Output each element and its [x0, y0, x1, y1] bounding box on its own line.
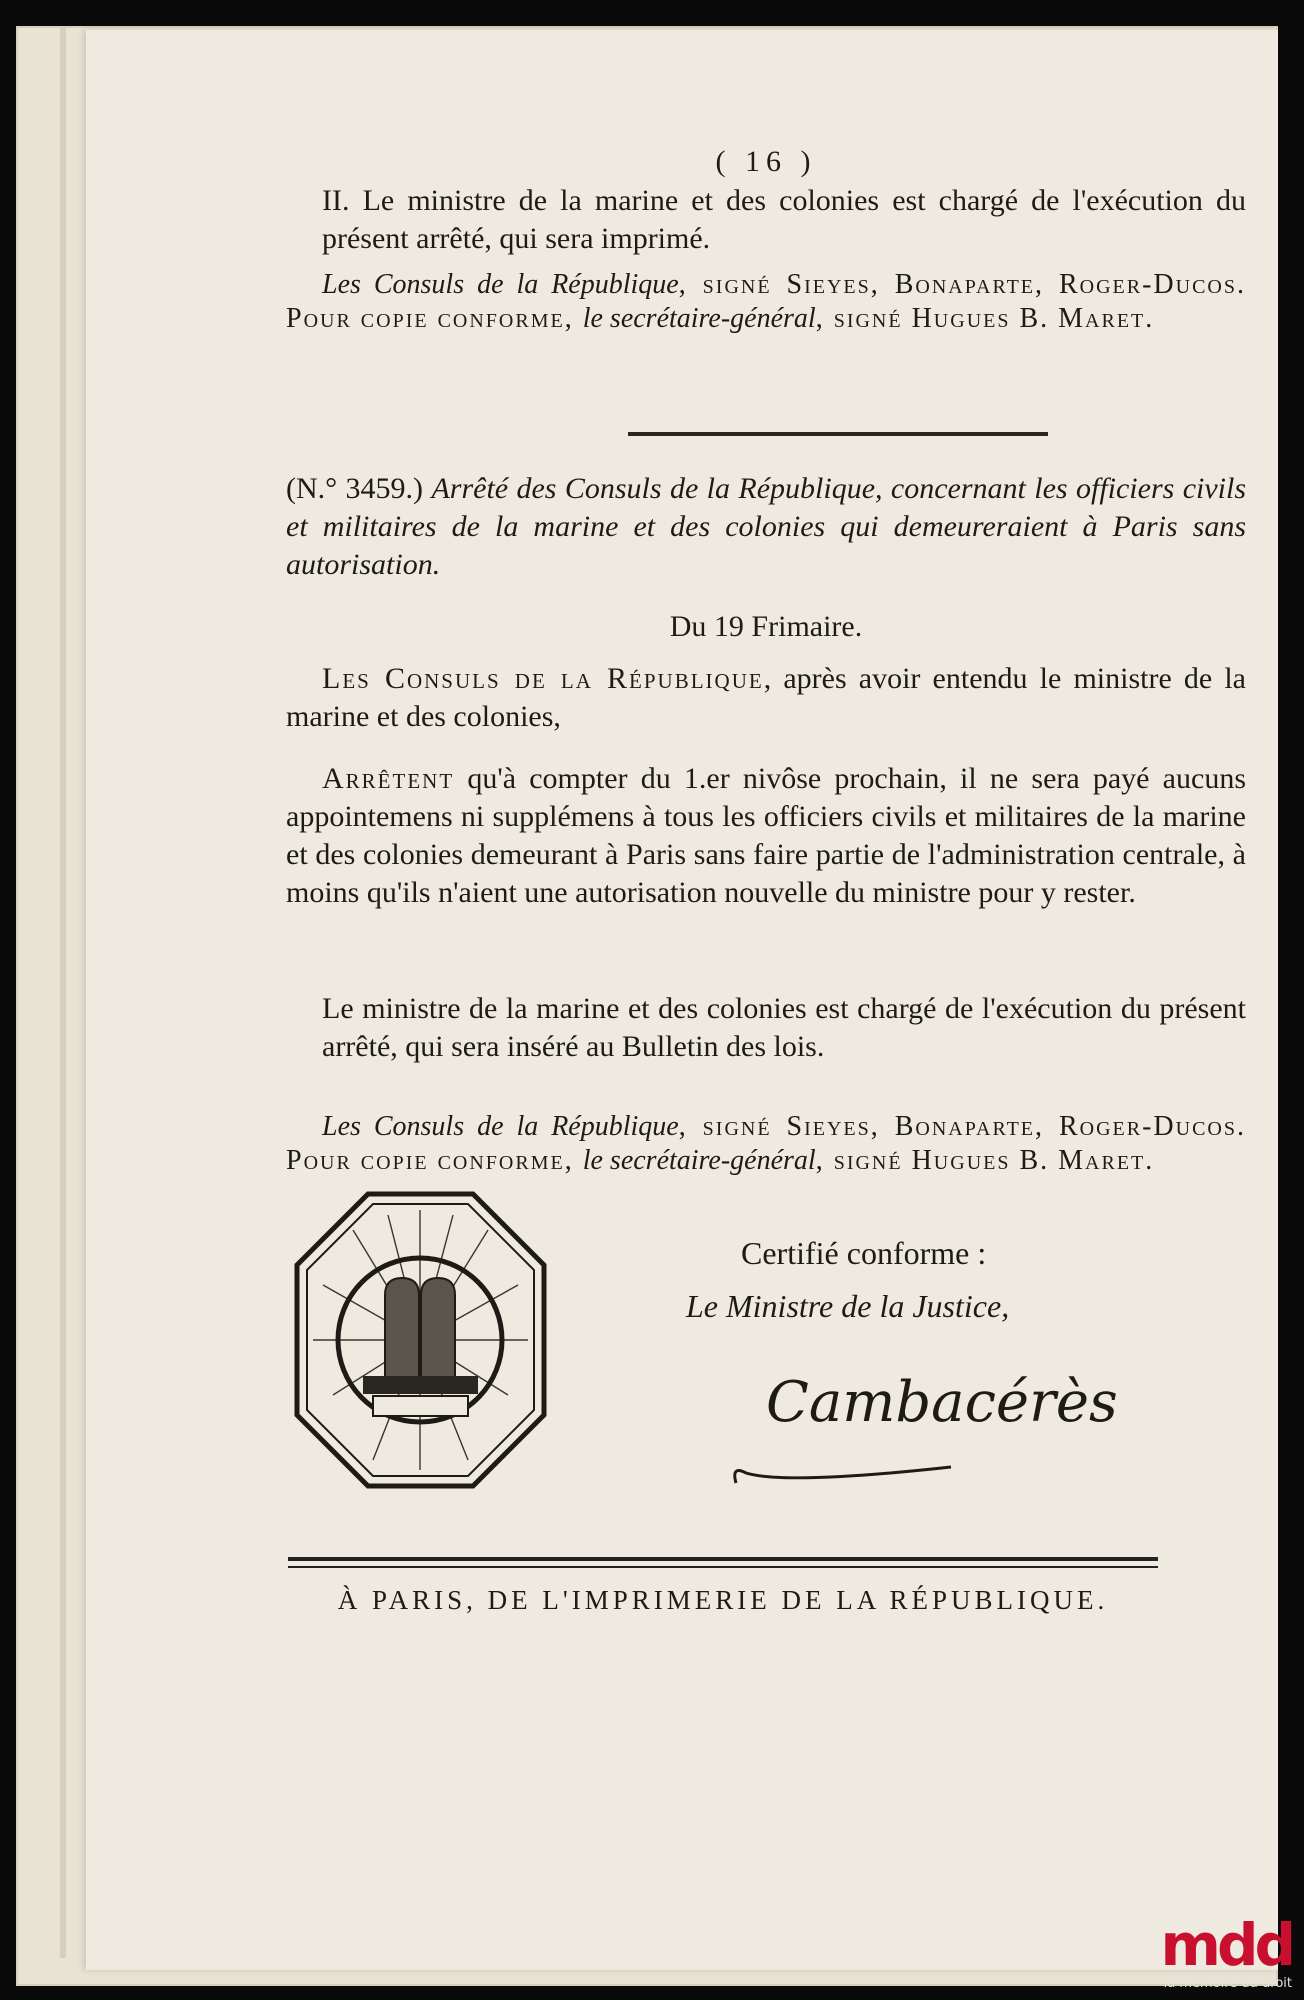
decree-date: Du 19 Frimaire. — [669, 610, 863, 643]
signed-secretary-1: , signé Hugues B. Maret. — [815, 303, 1155, 334]
consuls-label-1: Les Consuls de la République — [322, 269, 679, 300]
consuls-label-2: Les Consuls de la République — [322, 1111, 679, 1142]
decree-preamble — [286, 660, 1246, 736]
watermark-logo — [1132, 1911, 1292, 1996]
page-number: ( 16 ) — [715, 145, 817, 178]
decree-execution — [286, 990, 1246, 1066]
decree-article — [286, 760, 1246, 912]
signed-names-1: , signé Sieyes, Bonaparte, Roger-Ducos. Pour copie conforme, — [286, 269, 1246, 334]
execution-text: Le ministre de la marine et des colonies est chargé de l'exécution du présent arrêté, qui sera inséré au Bulletin des lois. — [322, 992, 1246, 1063]
footer-rule-thick — [288, 1557, 1158, 1561]
printer-imprint: À PARIS, DE L'IMPRIMERIE DE LA RÉPUBLIQUE. — [337, 1585, 1109, 1615]
preamble-rest: , après avoir entendu le ministre de la marine et des colonies, — [286, 662, 1246, 733]
section-divider — [628, 432, 1048, 436]
decree-heading — [286, 470, 1246, 584]
signed-names-2: , signé Sieyes, Bonaparte, Roger-Ducos. Pour copie conforme, — [286, 1111, 1246, 1176]
page-edge — [60, 28, 66, 1958]
document-page — [86, 30, 1278, 1970]
signature-block-2 — [286, 1110, 1246, 1178]
article-ii — [286, 182, 1246, 258]
certification-line-2: Le Ministre de la Justice, — [686, 1288, 1010, 1324]
handwritten-signature: Cambacérès — [766, 1370, 1118, 1435]
signature-block-1 — [286, 268, 1246, 336]
certification-line-1: Certifié conforme : — [741, 1235, 987, 1271]
logo-mark: mdd — [1160, 1911, 1292, 1979]
logo-tagline: la mémoire du droit — [1163, 1976, 1292, 1991]
signature-flourish — [726, 1455, 956, 1495]
signed-secretary-2: , signé Hugues B. Maret. — [815, 1145, 1155, 1176]
decree-number: (N.° 3459.) — [286, 472, 424, 505]
republic-seal — [293, 1190, 548, 1490]
article-ii-text: II. Le ministre de la marine et des colonies est chargé de l'exécution du présent arrêté, qui sera imprimé. — [322, 184, 1246, 255]
preamble-consuls: Les Consuls de la République — [322, 662, 764, 695]
arretent-text: qu'à compter du 1.er nivôse prochain, il ne sera payé aucuns appointemens ni supplémens à tous les officiers civils et militaires de la marine et des colonies demeurant à Paris sans faire partie de l'administration centrale, à moins qu'ils n'aient une autorisation nouvelle du ministre pour y rester. — [286, 762, 1246, 909]
secretary-label-1: le secrétaire-général — [582, 303, 816, 334]
arretent-label: Arrêtent — [322, 762, 455, 795]
footer-rule-thin — [288, 1566, 1158, 1568]
decree-title: Arrêté des Consuls de la République, concernant les officiers civils et militaires de la marine et des colonies qui demeureraient à Paris sans autorisation. — [286, 472, 1247, 581]
secretary-label-2: le secrétaire-général — [582, 1145, 816, 1176]
